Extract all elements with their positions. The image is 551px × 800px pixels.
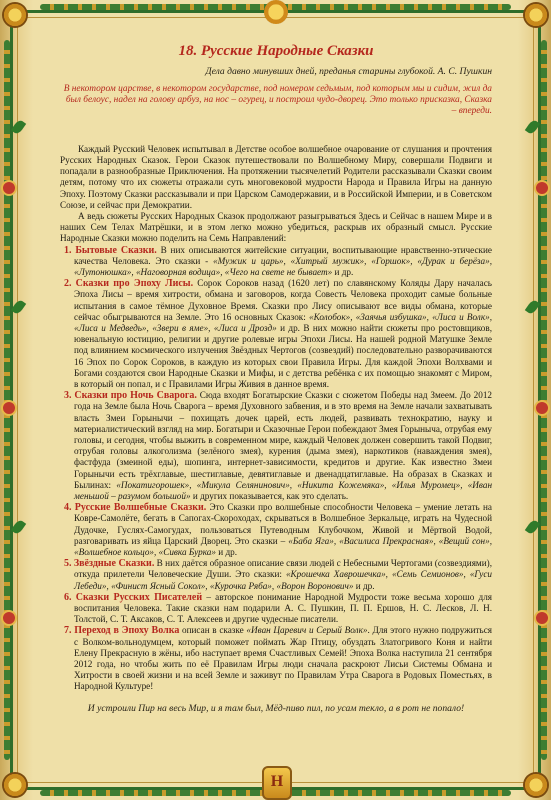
list-item: 4. Русские Волшебные Сказки. Это Сказки про волшебные способности Человека – умение летать на Ковре-Самолёте, бегать в Сапогах-Скороходах, скрываться в Волшебное Зеркальце, играть на Чудесной Дудочке, Гуслях-Самогудах, пользоваться Путеводным Клубочком, Живой и Мёртвой Водой, разговаривать из яйца Царский Дворец. Это сказки – «Баба Яга», «Василиса Прекрасная», «Вещий сон», «Волшебное кольцо», «Сивка Бурка» и др. [64,502,492,558]
article [60,42,492,714]
list-item: 2. Сказки про Эпоху Лисы. Сорок Сороков назад (1620 лет) по славянскому Коляды Дару началась Эпоха Лисы – время хитрости, обмана и заговоров, когда Совесть Человека проходит самые больные испытания в самое тёмное Духовное Время. Сказки про Лису описывают все виды обмана, которые сейчас обыгрываются на Земле. Это 16 основных Сказок: «Колобок», «Заячья избушка», «Лиса и Волк», «Лиса и Медведь», «Звери в яме», «Лиса и Дрозд» и др. В них можно найти сюжеты про ростовщиков, ювенальную юстицию, религии и другие ролевые игры Эпохи Лисы. На нашей родной Матушке Земле под влиянием космического излучения Звёздных Чертогов (созвездий) последовательно разворачиваются 16 Эпох по Сорок Сороков, в каждую из которых свои Правила Игры. Для каждой Эпохи Волхвами и Богами создаются свои Народные Сказки и Мифы, и с детства ребёнка с их помощью знакомят с Миром, в который он попал, и с Правилами Игры Живия в данное время. [64,278,493,389]
corner-ornament-icon [2,2,28,28]
paragraph: А ведь сюжеты Русских Народных Сказок продолжают разыгрываться Здесь и Сейчас в нашем Мире и в наших Сем Телах Матрёшки, и в этом легко можно убедиться, раскрыв их образный смысл. Русские Народные Сказки можно поделить на Семь Направлений: [60,210,492,244]
directions-list [60,245,492,693]
item-heading: Звёздные Сказки. [73,558,155,570]
flower-icon [534,180,550,196]
sun-emblem-icon [264,0,288,24]
paragraph: Каждый Русский Человек испытывал в Детстве особое волшебное очарование от слушания и прочтения Русских Народных Сказок. Герои Сказок путешествовали по Волшебному Миру, совершали Подвиги и попадали в разнообразные Приключения. На протяжении тысячелетий Родители рассказывали Сказки своим детям, потому что их сюжеты отражали суть многовековой мудрости Народа и Правила Игры на данную Эпоху. Поэтому Сказки рассказывали и при Царском Самодержавии, и в Российской Империи, и в Советском Союзе, и сейчас при Демократии. [60,143,492,210]
corner-ornament-icon [523,772,549,798]
intro-saying: В некотором царстве, в некотором государстве, под номером седьмым, под которым мы и сидим, жил да был белоус, надел на голову арбуз, на нос – огурец, и построил чудо-дворец. Это только присказка, Сказка – впереди. [63,83,492,117]
flower-icon [1,180,17,196]
list-item: 5. Звёздные Сказки. В них даётся образное описание связи людей с Небесными Чертогами (созвездиями), откуда прилетели Человеческие Души. Это сказки: «Крошечка Хаврошечка», «Семь Семионов», «Гуси Лебеди», «Финист Ясный Сокол», «Курочка Ряба», «Ворон Воронович» и др. [64,558,493,591]
item-heading: Русские Волшебные Сказки. [74,502,207,514]
item-heading: Сказки Русских Писателей [75,591,203,603]
list-item: 3. Сказки про Ночь Сварога. Сюда входят Богатырские Сказки с сюжетом Победы над Змеем. До 2012 года на Земле была Ночь Сварога – время Духовного забвения, и в это время на Земле начали захватывать власть Змеи Горынычи – похищать дочек царей, есть людей, развивать технократию, науку и материалистический взгляд на мир. Богатыри и Сказочные Герои побеждают Змея Горыныча, отрубая ему головы, и сегодня, чтобы выжить в современном мире, каждый Человек должен совершить такой Подвиг, отрубая головы алкоголизма (зелёного змея), курения (дыма змея), наркотиков (наваждения змея), фастфуда (змеиной еды), шопинга, интернет-зависимости, кредитов и другие. Как известно Змеи Горынычи есть трёхглавые, шестиглавые, девятиглавые и двенадцатиглавые. На образах в Сказках и Былинах: «Покатигорошек», «Микула Селянинович», «Никита Кожемяка», «Илья Муромец», «Иван меньшой – разумом большой» и других показывается, как это сделать. [64,390,493,502]
corner-ornament-icon [2,772,28,798]
corner-ornament-icon [523,2,549,28]
letter-badge: Н [262,766,292,800]
epigraph: Дела давно минувших дней, преданья старины глубокой. А. С. Пушкин [205,66,492,77]
item-heading: Переход в Эпоху Волка [74,625,180,637]
flower-icon [534,400,550,416]
flower-icon [534,610,550,626]
item-heading: Бытовые Сказки. [75,244,157,256]
item-heading: Сказки про Эпоху Лисы. [75,278,194,290]
item-heading: Сказки про Ночь Сварога. [74,390,197,402]
list-item: 6. Сказки Русских Писателей – авторское понимание Народной Мудрости тоже весьма хорошо для воспитания Человека. Такие сказки нам подарили А. С. Пушкин, П. П. Ершов, Н. С. Лесков, Л. Н. Толстой, С. Т. Аксаков, С. Т. Алексеев и другие чудесные писатели. [64,591,493,625]
flower-icon [1,610,17,626]
flower-icon [1,400,17,416]
page-title: 18. Русские Народные Сказки [178,43,374,59]
list-item: 7. Переход в Эпоху Волка описан в сказке «Иван Царевич и Серый Волк». Для этого нужно подружиться с Волком-вольнодумцем, который поможет поймать Жар Птицу, обуздать Златогривого Коня и найти Елену Прекрасную в жёны, ибо наступает время Счастливых Семей! Эпоха Волка наступила 21 сентября 2012 года, но чтобы жить по её Правилам Игры люди сначала раскроют Лисьи Системы Обмана и Хитрости в своей жизни и на всей Земле и заживут по Правилам Утра Сварога в Родовых Поместьях, в Народной Культуре! [64,625,493,692]
list-item: 1. Бытовые Сказки. В них описываются житейские ситуации, воспитывающие нравственно-этические качества Человека. Это сказки - «Мужик и царь», «Хитрый мужик», «Горшок», «Дурак и берёза», «Лутонюшка», «Наговорная водица», «Чего на свете не бывает» и др. [64,244,492,277]
closing-saying: И устроили Пир на весь Мир, и я там был, Мёд-пиво пил, по усам текло, а в рот не попало! [87,702,465,714]
